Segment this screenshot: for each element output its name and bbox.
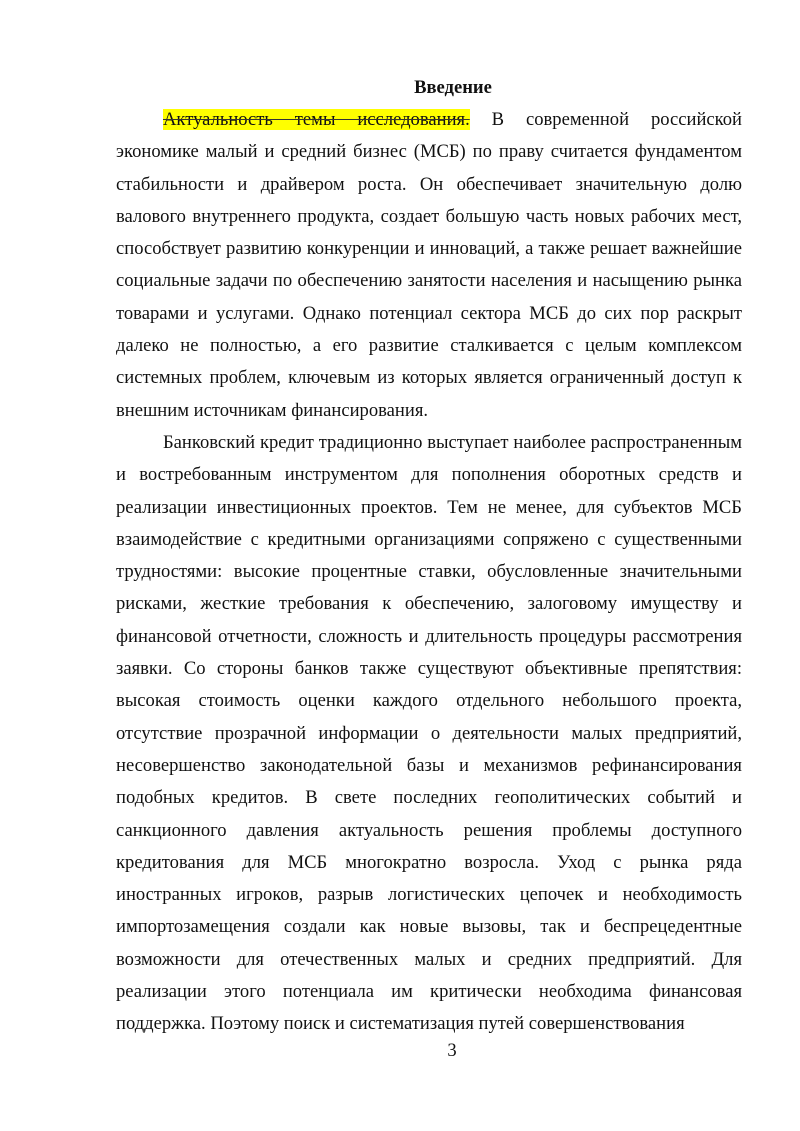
section-heading: Введение <box>414 77 492 98</box>
paragraph-2 <box>116 427 742 1041</box>
paragraph-1-text: В современной российской экономике малый и средний бизнес (МСБ) по праву считается фундаментом стабильности и драйвером роста. Он обеспечивает значительную долю валового внутреннего продукта, создает большую часть новых рабочих мест, способствует развитию конкуренции и инноваций, а также решает важнейшие социальные задачи по обеспечению занятости населения и насыщению рынка товарами и услугами. Однако потенциал сектора МСБ до сих пор раскрыт далеко не полностью, а его развитие сталкивается с целым комплексом системных проблем, ключевым из которых является ограниченный доступ к внешним источникам финансирования. <box>116 109 742 421</box>
page-content <box>116 75 742 1041</box>
paragraph-2-text: Банковский кредит традиционно выступает наиболее распространенным и востребованным инструментом для пополнения оборотных средств и реализации инвестиционных проектов. Тем не менее, для субъектов МСБ взаимодействие с кредитными организациями сопряжено с существенными трудностями: высокие процентные ставки, обусловленные значительными рисками, жесткие требования к обеспечению, залоговому имуществу и финансовой отчетности, сложность и длительность процедуры рассмотрения заявки. Со стороны банков также существуют объективные препятствия: высокая стоимость оценки каждого отдельного небольшого проекта, отсутствие прозрачной информации о деятельности малых предприятий, несовершенство законодательной базы и механизмов рефинансирования подобных кредитов. В свете последних геополитических событий и санкционного давления актуальность решения проблемы доступного кредитования для МСБ многократно возросла. Уход с рынка ряда иностранных игроков, разрыв логистических цепочек и необходимость импортозамещения создали как новые вызовы, так и беспрецедентные возможности для отечественных малых и средних предприятий. Для реализации этого потенциала им критически необходима финансовая поддержка. Поэтому поиск и систематизация путей совершенствования <box>116 431 742 1035</box>
highlighted-strikethrough-text: Актуальность темы исследования. <box>163 109 470 130</box>
paragraph-1 <box>116 104 742 427</box>
page-number: 3 <box>447 1040 457 1061</box>
